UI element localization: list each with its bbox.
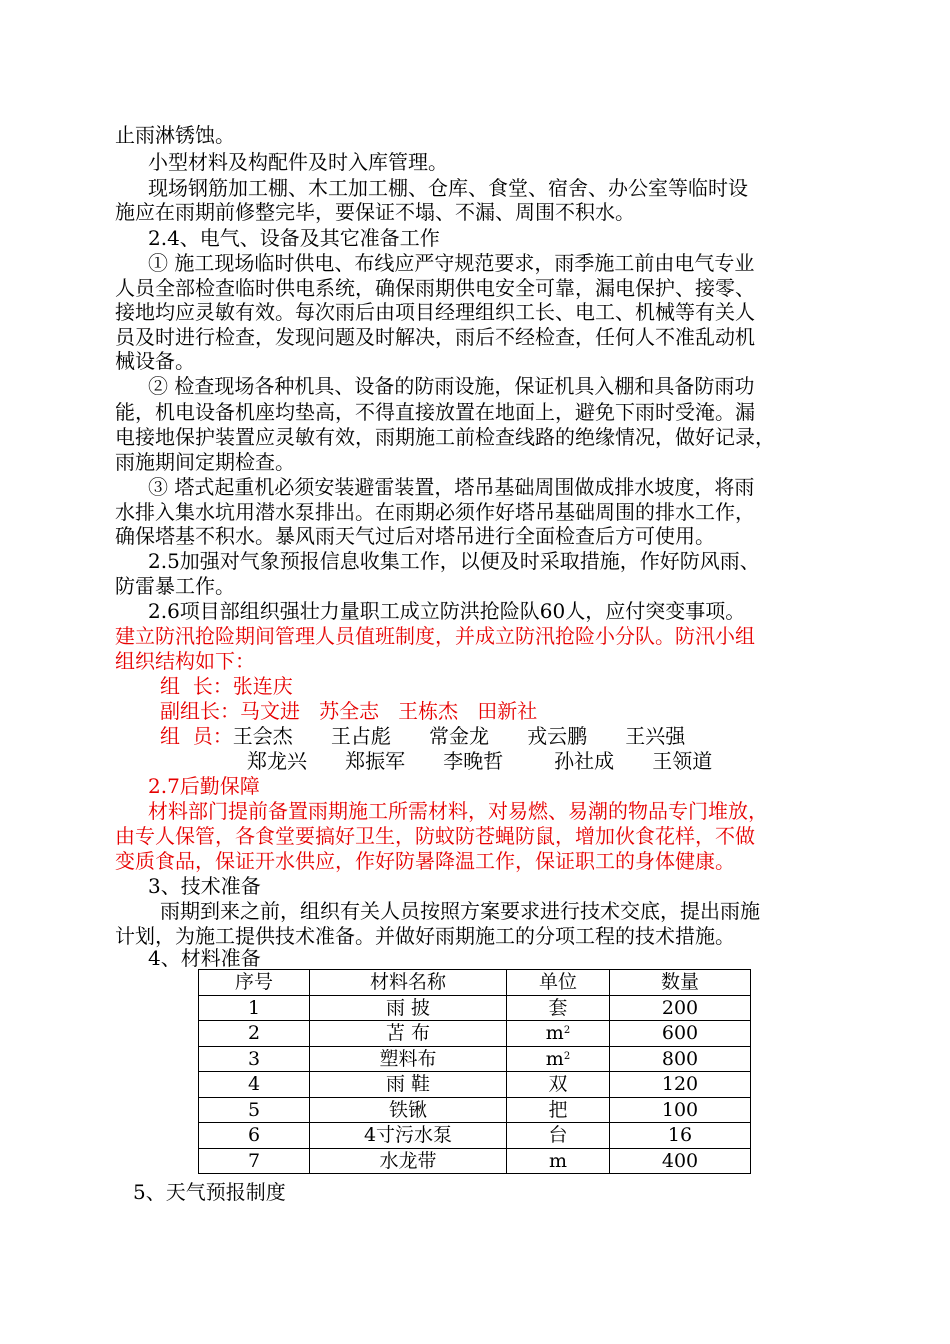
col-header-unit: 单位 (507, 970, 610, 996)
team-leader: 组 长：张连庆 (160, 674, 293, 698)
text-line-highlight: 组织结构如下： (115, 649, 255, 673)
unit-superscript: 2 (563, 1025, 571, 1037)
text-line: 能，机电设备机座均垫高，不得直接放置在地面上，避免下雨时受淹。漏 (115, 400, 755, 424)
cell-name: 苫 布 (310, 1021, 507, 1047)
text-line-highlight: 由专人保管，各食堂要搞好卫生，防蚊防苍蝇防鼠，增加伙食花样，不做 (115, 824, 755, 848)
table-header-row (199, 970, 751, 996)
text-line: 员及时进行检查，发现问题及时解决，雨后不经检查，任何人不准乱动机 (115, 325, 755, 349)
text-line-highlight: 建立防汛抢险期间管理人员值班制度，并成立防汛抢险小分队。防汛小组 (115, 624, 755, 648)
cell-name: 塑料布 (310, 1046, 507, 1072)
text-line: 接地均应灵敏有效。每次雨后由项目经理组织工长、电工、机械等有关人 (115, 300, 755, 324)
cell-quantity: 120 (610, 1072, 751, 1098)
text-line: 2.6项目部组织强壮力量职工成立防洪抢险队60人，应付突变事项。 (148, 599, 746, 623)
text-line: 计划，为施工提供技术准备。并做好雨期施工的分项工程的技术措施。 (115, 924, 735, 948)
cell-index: 5 (199, 1097, 310, 1123)
text-line: 人员全部检查临时供电系统，确保雨期供电安全可靠，漏电保护、接零、 (115, 276, 755, 300)
cell-quantity: 200 (610, 995, 751, 1021)
cell-quantity: 800 (610, 1046, 751, 1072)
text-line: 雨期到来之前，组织有关人员按照方案要求进行技术交底，提出雨施 (160, 899, 760, 923)
text-line: 施应在雨期前修整完毕，要保证不塌、不漏、周围不积水。 (115, 200, 635, 224)
cell-index: 3 (199, 1046, 310, 1072)
section-heading: 3、技术准备 (148, 874, 261, 898)
members-label: 组 员： (160, 724, 233, 748)
cell-index: 1 (199, 995, 310, 1021)
cell-name: 雨 披 (310, 995, 507, 1021)
cell-quantity: 400 (610, 1148, 751, 1174)
text-line: 械设备。 (115, 349, 195, 373)
text-line: 电接地保护装置应灵敏有效，雨期施工前检查线路的绝缘情况，做好记录， (115, 425, 775, 449)
team-members-cont: 郑龙兴 郑振军 李晚哲 孙社成 王领道 (247, 749, 713, 773)
cell-unit: m (507, 1148, 610, 1174)
cell-unit: 套 (507, 995, 610, 1021)
table-row (199, 1148, 751, 1174)
text-line-highlight: 变质食品，保证开水供应，作好防暑降温工作，保证职工的身体健康。 (115, 849, 735, 873)
cell-index: 2 (199, 1021, 310, 1047)
text-line: 小型材料及构配件及时入库管理。 (148, 150, 448, 174)
team-deputy-leaders: 副组长：马文进 苏全志 王栋杰 田新社 (160, 699, 538, 723)
cell-name: 4寸污水泵 (310, 1123, 507, 1149)
section-heading: 4、材料准备 (148, 946, 261, 970)
table-row (199, 1046, 751, 1072)
cell-quantity: 600 (610, 1021, 751, 1047)
text-line: 现场钢筋加工棚、木工加工棚、仓库、食堂、宿舍、办公室等临时设 (148, 176, 748, 200)
cell-unit: 双 (507, 1072, 610, 1098)
cell-unit: $m^2$ (507, 1021, 610, 1047)
section-heading-highlight: 2.7后勤保障 (148, 774, 260, 798)
table-row (199, 995, 751, 1021)
text-line: 水排入集水坑用潜水泵排出。在雨期必须作好塔吊基础周围的排水工作， (115, 500, 755, 524)
col-header-quantity: 数量 (610, 970, 751, 996)
members-names: 王会杰 王占彪 常金龙 戎云鹏 王兴强 (232, 724, 686, 748)
section-heading: 2.4、电气、设备及其它准备工作 (148, 226, 440, 250)
text-line: ③ 塔式起重机必须安装避雷装置，塔吊基础周围做成排水坡度，将雨 (148, 475, 755, 499)
table-row (199, 1021, 751, 1047)
text-line: 2.5加强对气象预报信息收集工作，以便及时采取措施，作好防风雨、 (148, 549, 760, 573)
team-members (160, 724, 685, 748)
unit-superscript: 2 (563, 1050, 571, 1062)
cell-index: 6 (199, 1123, 310, 1149)
table-row (199, 1123, 751, 1149)
cell-unit: 台 (507, 1123, 610, 1149)
cell-name: 铁锹 (310, 1097, 507, 1123)
cell-unit: 把 (507, 1097, 610, 1123)
cell-name: 雨 鞋 (310, 1072, 507, 1098)
materials-table (198, 969, 751, 1174)
text-line: ① 施工现场临时供电、布线应严守规范要求，雨季施工前由电气专业 (148, 251, 755, 275)
text-line: 确保塔基不积水。暴风雨天气过后对塔吊进行全面检查后方可使用。 (115, 524, 715, 548)
text-line-highlight: 材料部门提前备置雨期施工所需材料，对易燃、易潮的物品专门堆放， (148, 799, 768, 823)
cell-quantity: 16 (610, 1123, 751, 1149)
text-line: ② 检查现场各种机具、设备的防雨设施，保证机具入棚和具备防雨功 (148, 374, 755, 398)
table-row (199, 1097, 751, 1123)
cell-name: 水龙带 (310, 1148, 507, 1174)
cell-unit: $m^2$ (507, 1046, 610, 1072)
cell-index: 7 (199, 1148, 310, 1174)
table-row (199, 1072, 751, 1098)
col-header-name: 材料名称 (310, 970, 507, 996)
text-line: 雨施期间定期检查。 (115, 450, 295, 474)
cell-quantity: 100 (610, 1097, 751, 1123)
text-line: 防雷暴工作。 (115, 574, 235, 598)
cell-index: 4 (199, 1072, 310, 1098)
col-header-index: 序号 (199, 970, 310, 996)
text-line: 止雨淋锈蚀。 (115, 123, 235, 147)
section-heading: 5、天气预报制度 (133, 1180, 286, 1204)
